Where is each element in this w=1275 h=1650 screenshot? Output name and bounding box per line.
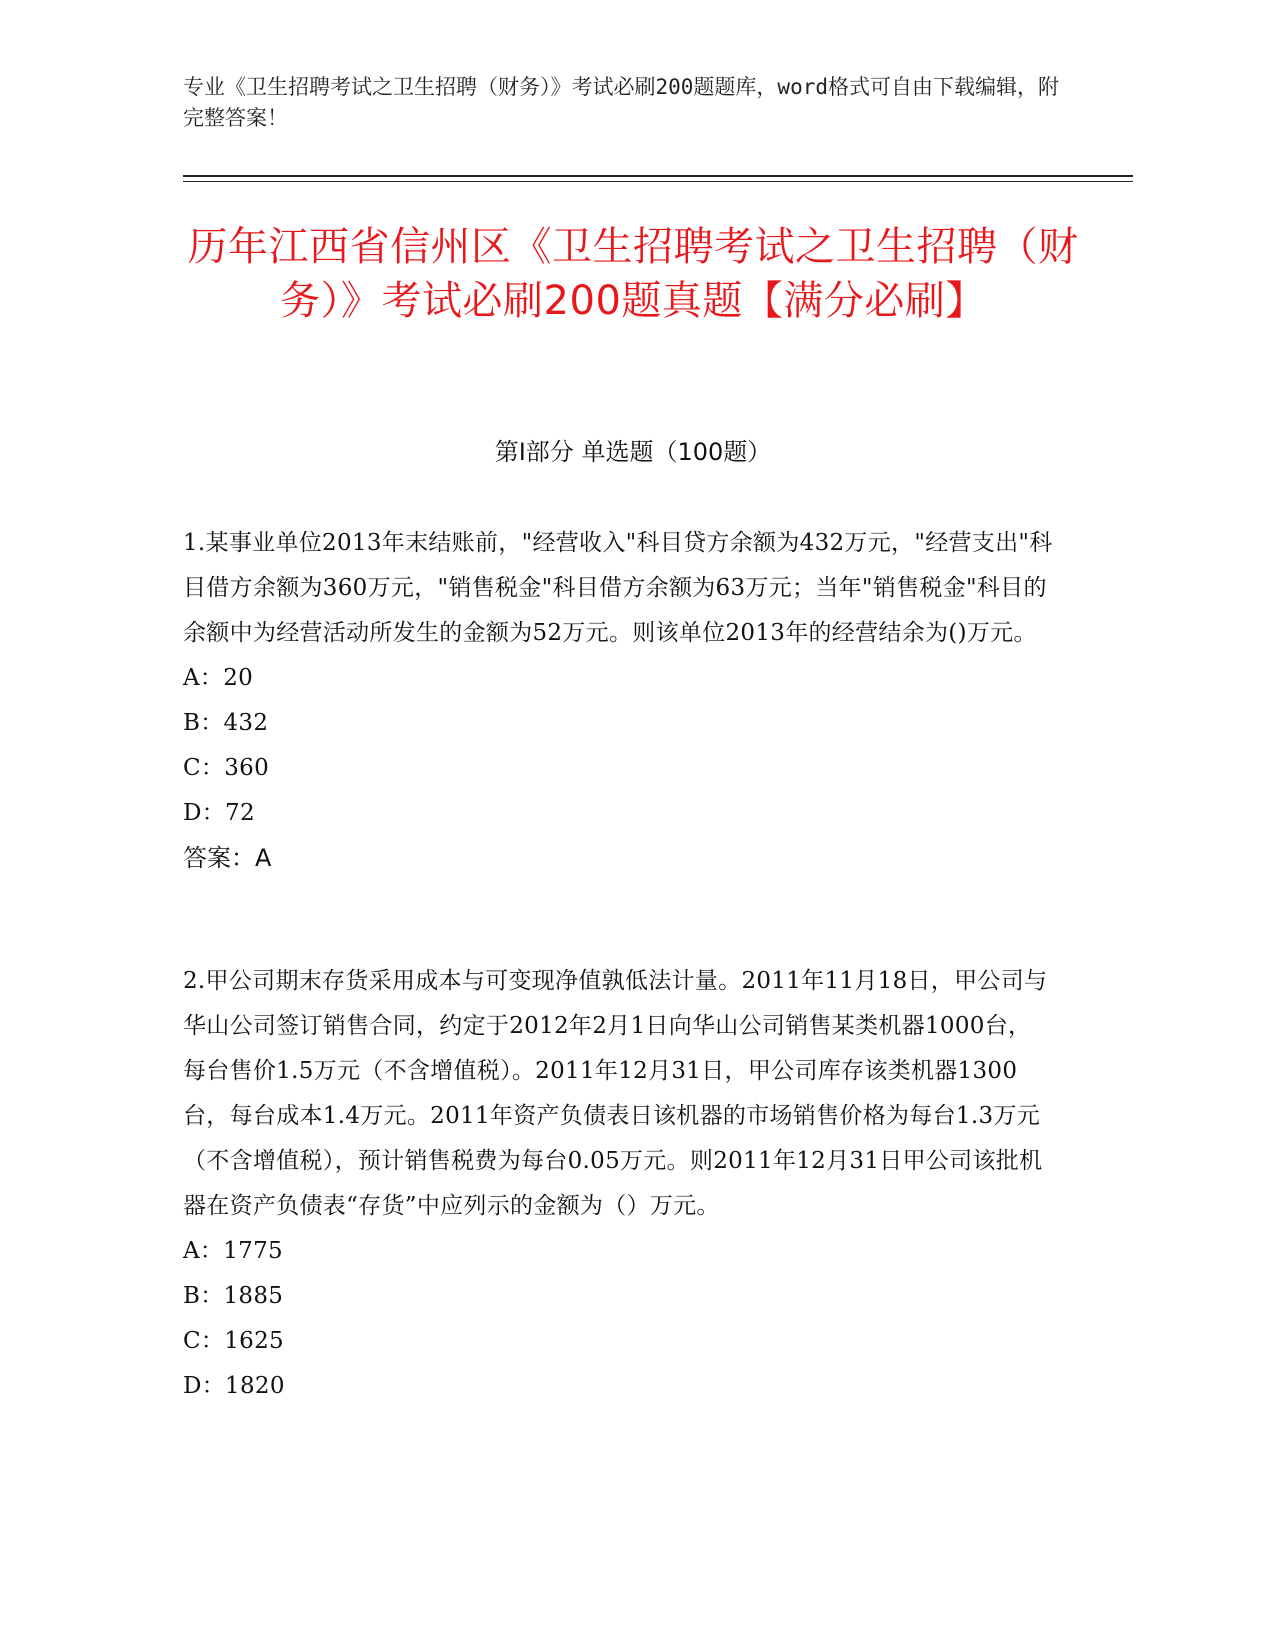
question-stem: 1.某事业单位2013年末结账前，"经营收入"科目贷方余额为432万元，"经营支出"科目借方余额为360万元，"销售税金"科目借方余额为63万元；当年"销售税金"科目的余额中为经营活动所发生的金额为52万元。则该单位2013年的经营结余为()万元。 <box>183 530 1053 646</box>
option-a: A：20 <box>183 665 254 691</box>
option-d: D：72 <box>183 800 255 826</box>
header-divider-thin <box>183 181 1133 182</box>
option-c: C：1625 <box>183 1328 284 1354</box>
option-d: D：1820 <box>183 1373 285 1399</box>
header-divider-thick <box>183 175 1133 177</box>
option-b: B：432 <box>183 710 269 736</box>
question-1 <box>183 521 1053 881</box>
question-stem: 2.甲公司期末存货采用成本与可变现净值孰低法计量。2011年11月18日，甲公司与华山公司签订销售合同，约定于2012年2月1日向华山公司销售某类机器1000台，每台售价1.5万元（不含增值税）。2011年12月31日，甲公司库存该类机器1300台，每台成本1.4万元。2011年资产负债表日该机器的市场销售价格为每台1.3万元（不含增值税），预计销售税费为每台0.05万元。则2011年12月31日甲公司该批机器在资产负债表“存货”中应列示的金额为（）万元。 <box>183 968 1048 1219</box>
option-b: B：1885 <box>183 1283 284 1309</box>
header-note: 专业《卫生招聘考试之卫生招聘（财务）》考试必刷200题题库，word格式可自由下载编辑，附完整答案！ <box>183 75 1059 130</box>
section-heading: 第I部分 单选题（100题） <box>494 438 772 466</box>
document-title: 历年江西省信州区《卫生招聘考试之卫生招聘（财务）》考试必刷200题真题【满分必刷】 <box>187 224 1079 324</box>
question-2 <box>183 959 1053 1409</box>
answer: 答案：A <box>183 844 272 872</box>
option-c: C：360 <box>183 755 269 781</box>
option-a: A：1775 <box>183 1238 283 1264</box>
